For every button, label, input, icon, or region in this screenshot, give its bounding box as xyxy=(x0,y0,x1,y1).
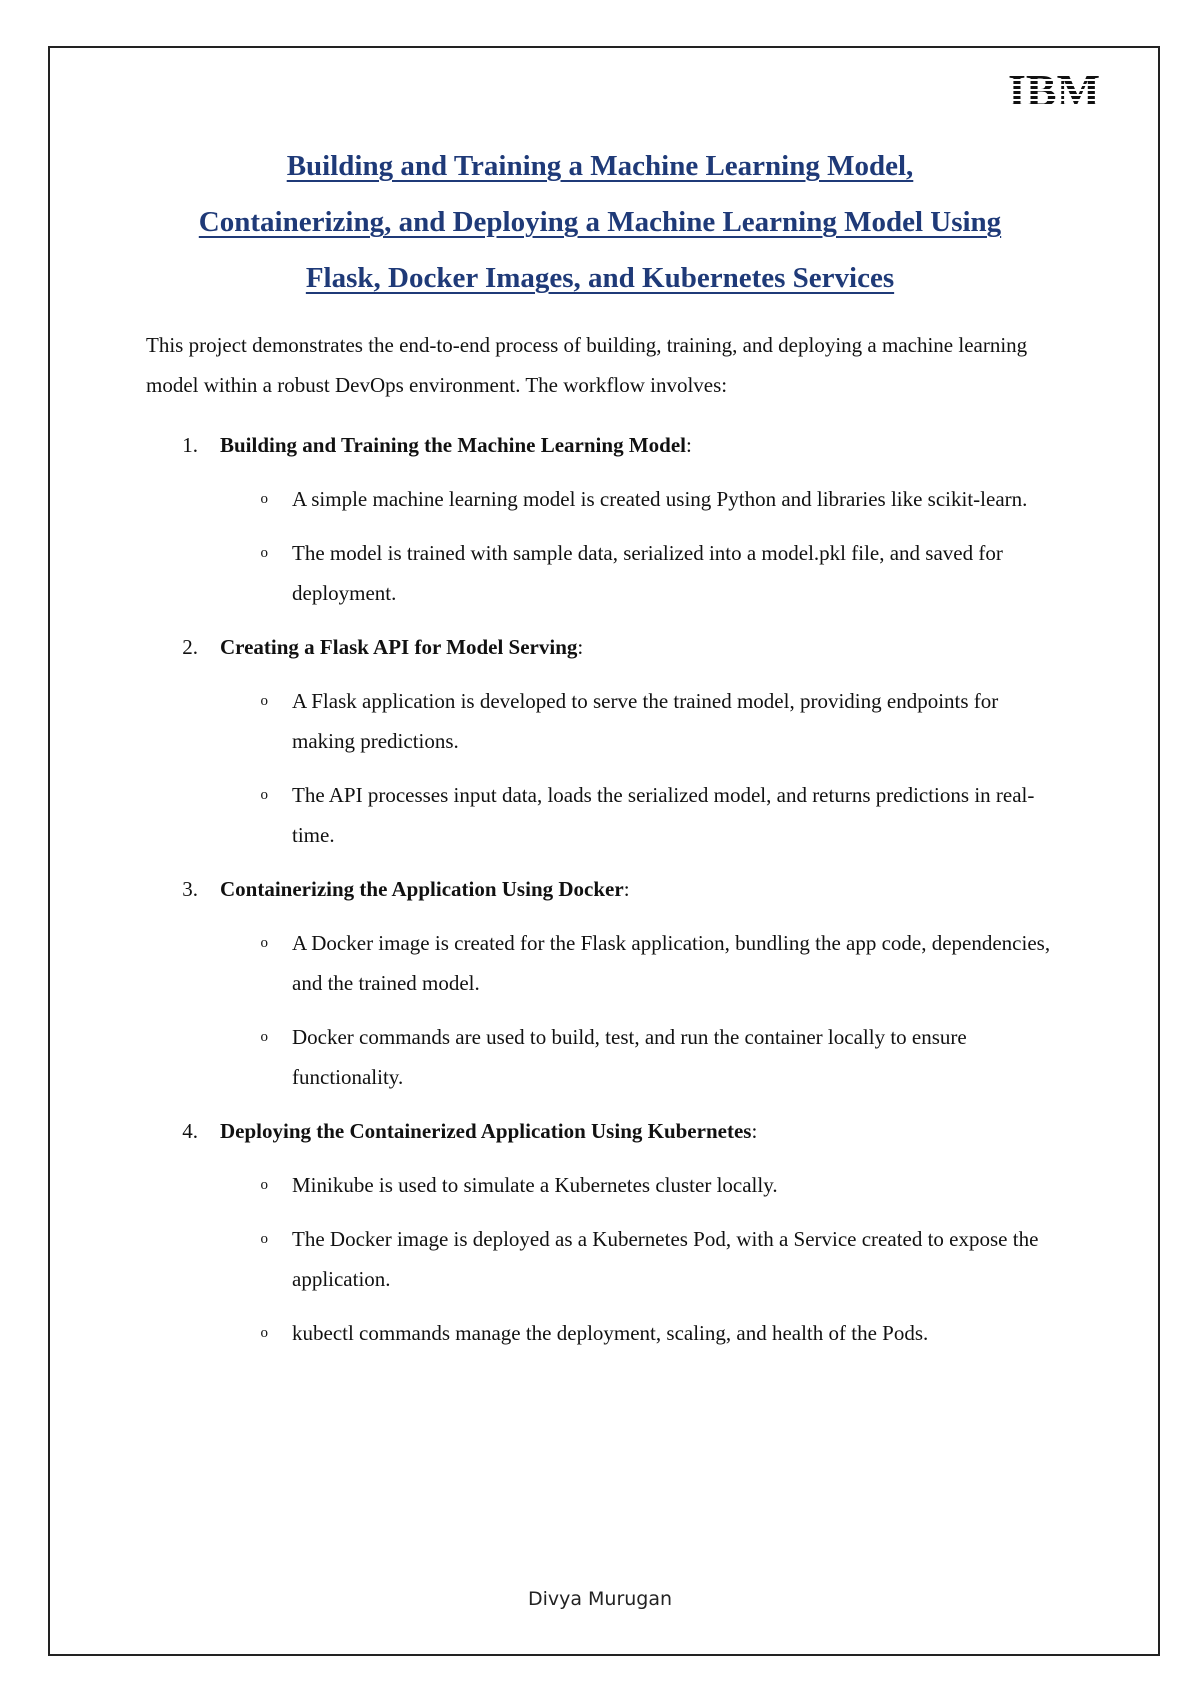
bullet-text: The Docker image is deployed as a Kubernetes Pod, with a Service created to expose the application. xyxy=(292,1227,1039,1291)
item-heading: Deploying the Containerized Application Using Kubernetes xyxy=(220,1119,752,1143)
svg-text:IBM: IBM xyxy=(1008,66,1100,110)
sub-bullet xyxy=(146,775,1066,855)
bullet-glyph: o xyxy=(260,935,268,951)
item-heading: Creating a Flask API for Model Serving xyxy=(220,635,578,659)
bullet-text: A Flask application is developed to serve the trained model, providing endpoints for making predictions. xyxy=(292,689,999,753)
page-footer-author: Divya Murugan xyxy=(527,1588,673,1610)
bullet-glyph: o xyxy=(260,693,268,709)
list-item: 3. Containerizing the Application Using Docker: o A Docker image is created for the Flask application, bundling the app code, dependencies, and the trained model. o Docker commands are used to build, test, and run the container locally to ensure functionality. xyxy=(146,869,1066,1097)
list-item: 1. Building and Training the Machine Learning Model: o A simple machine learning model is created using Python and libraries like scikit-learn. o The model is trained with sample data, serialized into a model.pkl file, and saved for deployment. xyxy=(146,425,1066,613)
bullet-text: The API processes input data, loads the serialized model, and returns predictions in real-time. xyxy=(292,783,1035,847)
title-line-2: Containerizing, and Deploying a Machine Learning Model Using xyxy=(198,206,1002,238)
bullet-glyph: o xyxy=(260,1177,268,1193)
sub-bullet xyxy=(146,923,1066,1003)
ibm-logo xyxy=(1004,66,1104,110)
item-number: 1. xyxy=(182,433,198,457)
title-line-3: Flask, Docker Images, and Kubernetes Services xyxy=(305,262,895,294)
bullet-text: A Docker image is created for the Flask application, bundling the app code, dependencies, and the trained model. xyxy=(292,931,1051,995)
sub-bullet xyxy=(146,1165,1066,1205)
bullet-text: Docker commands are used to build, test, and run the container locally to ensure functionality. xyxy=(292,1025,967,1089)
list-item: 2. Creating a Flask API for Model Serving: o A Flask application is developed to serve the trained model, providing endpoints for making predictions. o The API processes input data, loads the serialized model, and returns predictions in real-time. xyxy=(146,627,1066,855)
bullet-glyph: o xyxy=(260,491,268,507)
sub-bullet xyxy=(146,1313,1066,1353)
item-number: 2. xyxy=(182,635,198,659)
bullet-glyph: o xyxy=(260,545,268,561)
intro-paragraph: This project demonstrates the end-to-end process of building, training, and deploying a machine learning model within a robust DevOps environment. The workflow involves: xyxy=(146,333,1028,397)
bullet-glyph: o xyxy=(260,1325,268,1341)
item-number: 4. xyxy=(182,1119,198,1143)
bullet-text: A simple machine learning model is created using Python and libraries like scikit-learn. xyxy=(292,487,1028,511)
bullet-text: kubectl commands manage the deployment, scaling, and health of the Pods. xyxy=(292,1321,929,1345)
sub-bullet xyxy=(146,533,1066,613)
item-number: 3. xyxy=(182,877,198,901)
bullet-glyph: o xyxy=(260,1231,268,1247)
title-line-1: Building and Training a Machine Learning Model, xyxy=(286,150,914,182)
bullet-text: The model is trained with sample data, serialized into a model.pkl file, and saved for deployment. xyxy=(292,541,1003,605)
bullet-glyph: o xyxy=(260,787,268,803)
workflow-list xyxy=(146,425,1066,1367)
list-item: 4. Deploying the Containerized Application Using Kubernetes: o Minikube is used to simulate a Kubernetes cluster locally. o The Docker image is deployed as a Kubernetes Pod, with a Service created to expose the application. o kubectl commands manage the deployment, scaling, and health of the Pods. xyxy=(146,1111,1066,1353)
item-heading: Containerizing the Application Using Docker xyxy=(220,877,624,901)
sub-bullet xyxy=(146,1219,1066,1299)
sub-bullet xyxy=(146,479,1066,519)
item-heading: Building and Training the Machine Learning Model xyxy=(220,433,686,457)
bullet-text: Minikube is used to simulate a Kubernetes cluster locally. xyxy=(292,1173,778,1197)
sub-bullet xyxy=(146,681,1066,761)
document-title xyxy=(120,138,1080,306)
sub-bullet xyxy=(146,1017,1066,1097)
bullet-glyph: o xyxy=(260,1029,268,1045)
